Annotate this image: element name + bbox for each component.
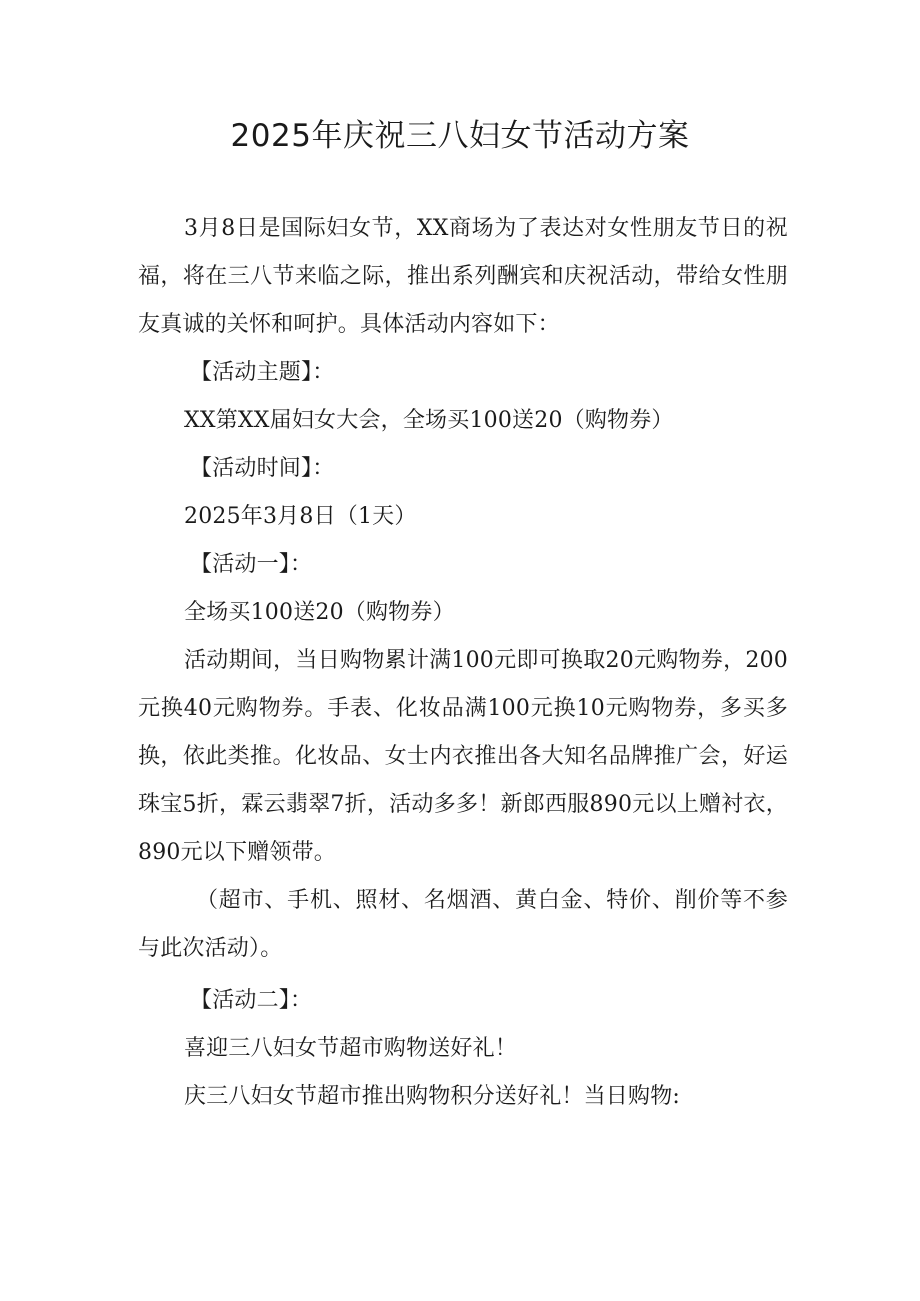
time-heading: 【活动时间】： [190,456,335,481]
activity1-title: 全场买100送20（购物券） [184,600,455,625]
intro-paragraph: 3月8日是国际妇女节，XX商场为了表达对女性朋友节日的祝福，将在三八节来临之际，推出系列酬宾和庆祝活动，带给女性朋友真诚的关怀和呵护。具体活动内容如下： [138,216,788,337]
document-title: 2025年庆祝三八妇女节活动方案 [230,118,690,154]
document-body [138,205,788,1121]
activity2-detail: 庆三八妇女节超市推出购物积分送好礼！当日购物: [184,1084,681,1109]
activity1-detail: 活动期间，当日购物累计满100元即可换取20元购物券，200元换40元购物券。手表、化妆品满100元换10元购物券，多买多换，依此类推。化妆品、女士内衣推出各大知名品牌推广会，好运珠宝5折，霖云翡翠7折，活动多多！新郎西服890元以上赠衬衣，890元以下赠领带。 [138,648,788,865]
theme-heading: 【活动主题】： [190,360,335,385]
theme-text: XX第XX届妇女大会，全场买100送20（购物券） [184,408,674,433]
activity1-note: （超市、手机、照材、名烟酒、黄白金、特价、削价等不参与此次活动）。 [138,888,788,961]
activity2-title: 喜迎三八妇女节超市购物送好礼！ [184,1036,518,1061]
time-text: 2025年3月8日（1天） [184,504,417,529]
activity2-heading: 【活动二】： [190,988,313,1013]
activity1-heading: 【活动一】： [190,552,313,577]
